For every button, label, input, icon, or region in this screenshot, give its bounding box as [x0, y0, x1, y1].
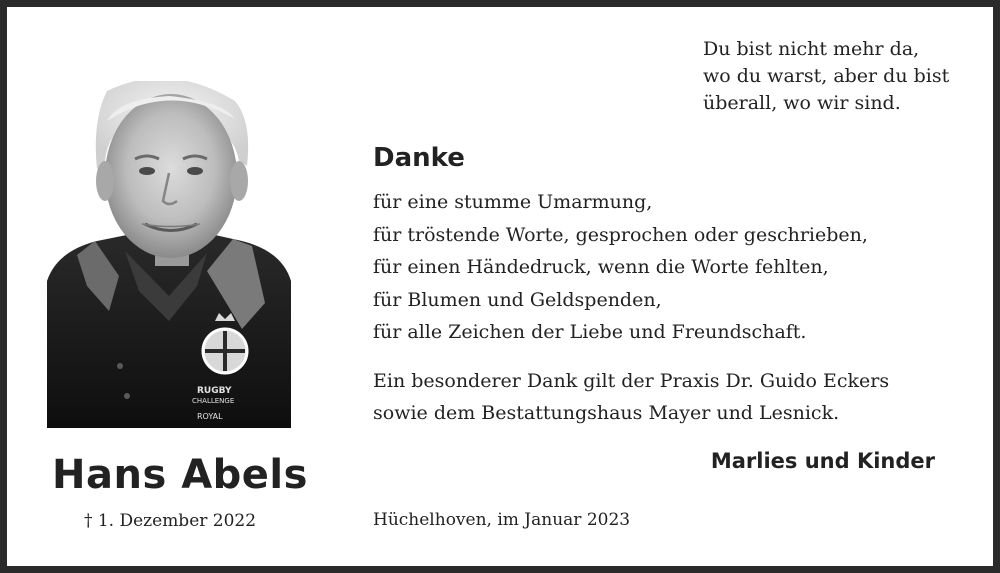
thanks-heading: Danke: [373, 143, 465, 173]
quote-line: überall, wo wir sind.: [703, 92, 901, 114]
thanks-line: für einen Händedruck, wenn die Worte fehlten,: [373, 256, 829, 278]
place-date: Hüchelhoven, im Januar 2023: [373, 510, 631, 530]
thanks-line: für Blumen und Geldspenden,: [373, 288, 662, 311]
special-thanks-line: Ein besonderer Dank gilt der Praxis Dr. Guido Eckers: [373, 370, 890, 392]
quote: [703, 36, 983, 117]
deceased-name: Hans Abels: [52, 452, 308, 498]
svg-text:CHALLENGE: CHALLENGE: [192, 397, 235, 405]
signature: Marlies und Kinder: [710, 449, 935, 473]
quote-line: wo du warst, aber du bist: [703, 65, 950, 87]
svg-text:ROYAL: ROYAL: [197, 412, 223, 421]
svg-text:RUGBY: RUGBY: [197, 386, 232, 396]
thanks-line: für tröstende Worte, gesprochen oder geschrieben,: [373, 223, 868, 246]
quote-line: Du bist nicht mehr da,: [703, 38, 920, 60]
thanks-lines: [373, 186, 973, 349]
special-thanks-line: sowie dem Bestattungshaus Mayer und Lesnick.: [373, 402, 840, 424]
thanks-line: für alle Zeichen der Liebe und Freundschaft.: [373, 321, 807, 343]
death-date: † 1. Dezember 2022: [83, 511, 257, 531]
special-thanks: [373, 365, 973, 429]
thanks-line: für eine stumme Umarmung,: [373, 191, 653, 213]
portrait-photo: [47, 81, 291, 428]
